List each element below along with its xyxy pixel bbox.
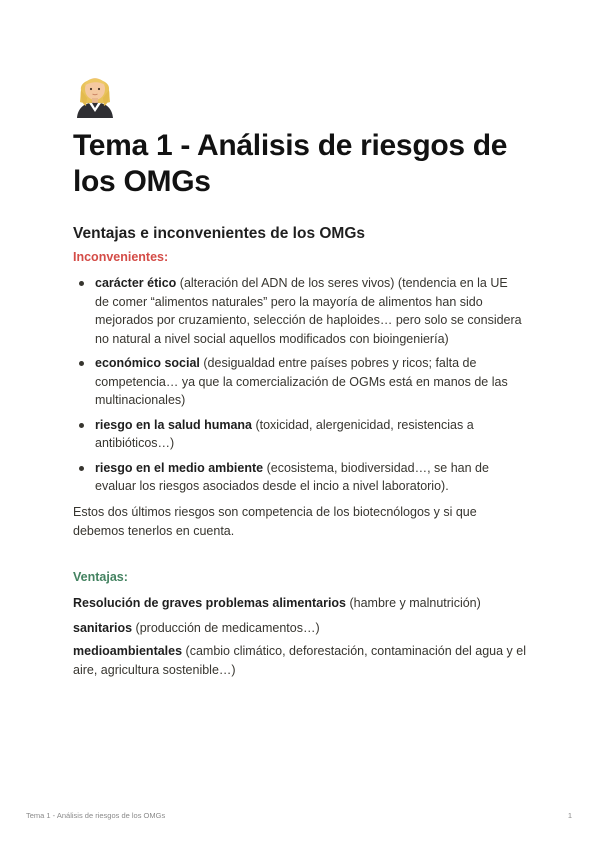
note-paragraph: Estos dos últimos riesgos son competencia de los biotecnólogos y si que debemos tenerlos en cuenta. [73, 505, 477, 538]
footer-title: Tema 1 - Análisis de riesgos de los OMGs [26, 811, 166, 820]
list-item-text: (toxicidad, alergenicidad, resistencias a antibióticos…) [95, 417, 474, 450]
ventaja-text: (cambio climático, deforestación, contaminación del agua y el aire, agricultura sostenible…) [73, 644, 527, 677]
woman-judge-emoji-icon [73, 68, 117, 118]
ventaja-paragraph [73, 619, 528, 638]
bullet-icon [79, 466, 84, 471]
section-heading: Ventajas e inconvenientes de los OMGs [73, 225, 366, 242]
ventaja-term: sanitarios [73, 621, 133, 635]
bullet-icon [79, 423, 84, 428]
ventaja-text: (producción de medicamentos…) [132, 621, 320, 635]
page-title: Tema 1 - Análisis de riesgos de los OMGs [73, 129, 508, 198]
inconvenientes-list [73, 274, 523, 502]
list-item-text: (alteración del ADN de los seres vivos) (tendencia en la UE de comer “alimentos naturales” pero la mayoría de alimentos han sido mejorados por cruzamiento, selección de haploides… pero solo se considera no natural a nivel social aquellos modificados con bioingeniería) [95, 276, 522, 346]
bullet-icon [79, 281, 84, 286]
list-item [73, 416, 523, 453]
list-item-text: (ecosistema, biodiversidad…, se han de evaluar los riesgos asociados desde el incio a nivel laboratorio). [95, 460, 489, 493]
ventajas-label: Ventajas: [73, 570, 128, 584]
ventaja-text: (hambre y malnutrición) [346, 596, 481, 610]
list-item-term: riesgo en el medio ambiente [95, 460, 264, 475]
ventaja-term: medioambientales [73, 644, 183, 658]
list-item [73, 459, 523, 496]
list-item-term: riesgo en la salud humana [95, 417, 252, 432]
ventaja-term: Resolución de graves problemas alimentarios [73, 596, 347, 610]
list-item [73, 354, 523, 410]
list-item-text: (desigualdad entre países pobres y ricos; falta de competencia… ya que la comercialización de OGMs está en manos de las multinacionales) [95, 356, 508, 407]
ventaja-paragraph [73, 642, 528, 679]
footer-page-number: 1 [567, 811, 572, 820]
list-item [73, 274, 523, 348]
list-item-term: económico social [95, 356, 200, 370]
list-item-term: carácter ético [95, 276, 177, 290]
ventaja-paragraph [73, 594, 528, 613]
bullet-icon [79, 361, 84, 366]
inconvenientes-label: Inconvenientes: [73, 250, 169, 264]
